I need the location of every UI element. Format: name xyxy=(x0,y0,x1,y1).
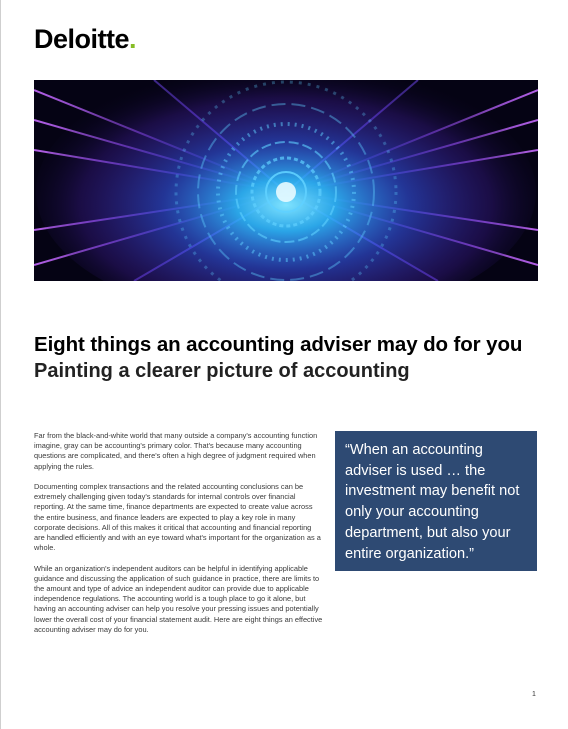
pull-quote-text: “When an accounting adviser is used … the investment may benefit not only your accounting department, but also your entire organization.” xyxy=(345,442,520,562)
pull-quote xyxy=(335,431,537,571)
body-paragraph: Documenting complex transactions and the related accounting conclusions can be extremely challenging given today's standards for internal controls over financial reporting. At the same time, finance departments are expected to create value across the entire business, and finance leaders are expected to play a key role in many corporate decisions. All of this makes it critical that accounting and financial reporting are handled efficiently and with an eye toward what's important for the organization as a whole. xyxy=(34,482,321,553)
logo-wordmark: Deloitte xyxy=(34,24,130,54)
deloitte-logo xyxy=(34,26,136,53)
hero-image xyxy=(34,80,538,281)
page-number: 1 xyxy=(532,691,536,698)
logo-dot: . xyxy=(129,24,137,54)
body-paragraph: Far from the black-and-white world that many outside a company's accounting function imagine, gray can be accounting's primary color. That's because many accounting questions are complicated, and there's often a high degree of judgment required when applying the rules. xyxy=(34,431,318,471)
page-edge xyxy=(0,0,1,729)
body-text xyxy=(34,431,324,645)
page-title: Eight things an accounting adviser may do for you xyxy=(34,333,523,356)
body-paragraph: While an organization's independent auditors can be helpful in identifying applicable guidance and discussing the application of such guidance in practice, there are limits to the amount and type of advice an independent auditor can provide due to applicable independence regulations. The accounting world is a tough place to go it alone, but having an accounting adviser can help you resolve your pressing issues and potentially lower the overall cost of your financial statement audit. Here are eight things an effective accounting adviser may do for you. xyxy=(34,563,323,634)
abstract-tech-tunnel-image xyxy=(34,80,538,281)
page-subtitle: Painting a clearer picture of accounting xyxy=(34,360,410,382)
